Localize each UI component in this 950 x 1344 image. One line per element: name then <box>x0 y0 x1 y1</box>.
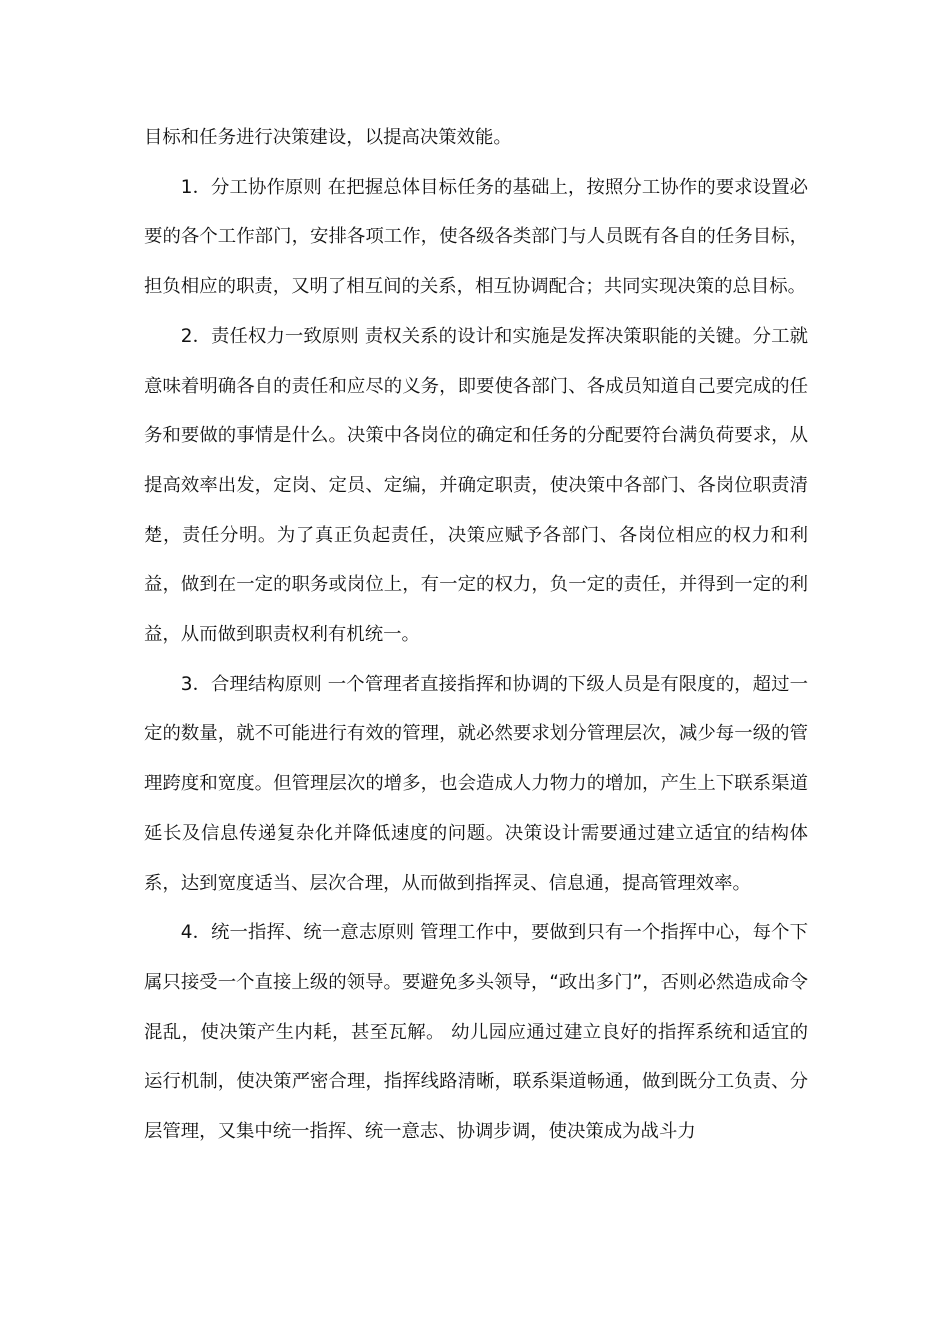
paragraph-principle-3: 3．合理结构原则 一个管理者直接指挥和协调的下级人员是有限度的，超过一定的数量，就不可能进行有效的管理，就必然要求划分管理层次，减少每一级的管理跨度和宽度。但管理层次的增多，也会造成人力物力的增加，产生上下联系渠道延长及信息传递复杂化并降低速度的问题。决策设计需要通过建立适宜的结构体系，达到宽度适当、层次合理，从而做到指挥灵、信息通，提高管理效率。 <box>144 673 808 894</box>
paragraph-continuation: 目标和任务进行决策建设，以提高决策效能。 <box>144 127 512 148</box>
paragraph-principle-2: 2．责任权力一致原则 责权关系的设计和实施是发挥决策职能的关键。分工就意味着明确各自的责任和应尽的义务，即要使各部门、各成员知道自己要完成的任务和要做的事情是什么。决策中各岗位的确定和任务的分配要符台满负荷要求，从提高效率出发，定岗、定员、定编，并确定职责，使决策中各部门、各岗位职责清楚，责任分明。为了真正负起责任，决策应赋予各部门、各岗位相应的权力和利益，做到在一定的职务或岗位上，有一定的权力，负一定的责任，并得到一定的利益，从而做到职责权利有机统一。 <box>144 325 808 646</box>
paragraph-principle-4: 4．统一指挥、统一意志原则 管理工作中，要做到只有一个指挥中心，每个下属只接受一个直接上级的领导。要避免多头领导，“政出多门”，否则必然造成命令混乱，使决策产生内耗，甚至瓦解。 幼儿园应通过建立良好的指挥系统和适宜的运行机制，使决策严密合理，指挥线路清晰，联系渠道畅通，做到既分工负责、分层管理，又集中统一指挥、统一意志、协调步调，使决策成为战斗力 <box>144 922 808 1143</box>
body-text <box>144 113 808 1157</box>
paragraph-principle-1: 1．分工协作原则 在把握总体目标任务的基础上，按照分工协作的要求设置必要的各个工作部门，安排各项工作，使各级各类部门与人员既有各自的任务目标，担负相应的职责，又明了相互间的关系，相互协调配合；共同实现决策的总目标。 <box>144 176 808 298</box>
